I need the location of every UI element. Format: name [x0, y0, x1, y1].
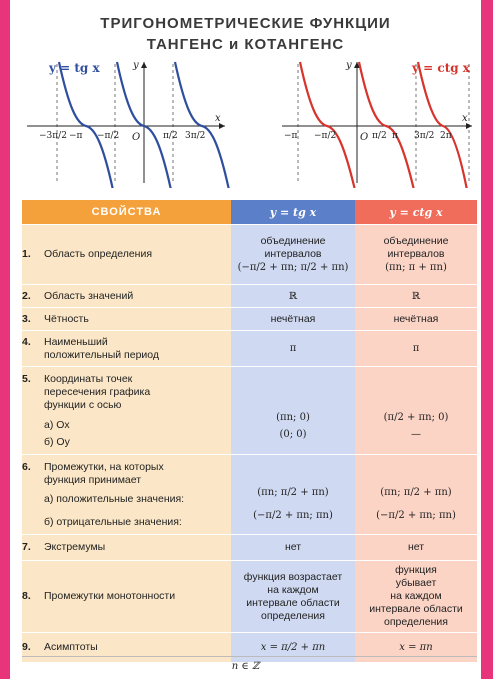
property-label: Экстремумы	[44, 541, 106, 553]
row-number: 5.	[22, 372, 31, 385]
row-number: 7.	[22, 541, 31, 553]
cot-origin-label: O	[360, 132, 369, 143]
tan-value-cell	[231, 367, 355, 455]
tan-value-line: на каждом	[267, 583, 319, 596]
tan-value-cell: ℝ	[231, 285, 355, 308]
cot-value-cell: x = πn	[355, 633, 477, 663]
cot-y-label: y	[346, 60, 352, 71]
sub-item-b: б) отрицательные значения:	[44, 515, 182, 528]
tan-tick-2: −π/2	[97, 131, 120, 141]
table-row	[22, 285, 477, 308]
tan-value-a: (πn; 0)	[276, 411, 310, 423]
property-cell	[22, 367, 231, 455]
property-cell	[22, 308, 231, 331]
property-label: Наименьший	[44, 335, 108, 348]
tan-origin-label: O	[132, 132, 141, 143]
tan-tick-0: −3π/2	[39, 131, 67, 141]
cot-tick-2: π/2	[372, 131, 387, 141]
property-label: Асимптоты	[44, 641, 98, 653]
cot-graph	[280, 58, 475, 188]
property-cell	[22, 225, 231, 285]
tan-tick-3: π/2	[163, 131, 178, 141]
cot-value-line: определения	[384, 616, 448, 628]
cot-value-cell	[355, 367, 477, 455]
cot-value-b: —	[411, 428, 421, 440]
tan-value-line: функция возрастает	[243, 570, 343, 583]
sub-item-a: а) положительные значения:	[44, 492, 185, 505]
poster-sheet	[10, 0, 481, 679]
row-number: 2.	[22, 289, 31, 302]
header-cot: y = ctg x	[355, 200, 477, 225]
cot-curves	[300, 62, 467, 188]
property-cell	[22, 561, 231, 633]
tan-graph	[25, 58, 230, 188]
property-cell	[22, 285, 231, 308]
cot-tick-4: 3π/2	[414, 131, 435, 141]
cot-value-cell	[355, 455, 477, 535]
cot-value-cell: нечётная	[355, 308, 477, 331]
cot-x-label: x	[462, 113, 468, 124]
sub-item-b: б) Oy	[44, 435, 70, 448]
tan-value-a: (πn; π/2 + πn)	[257, 486, 329, 498]
properties-table	[22, 200, 477, 663]
cot-value-cell	[355, 561, 477, 633]
property-label: пересечения графика	[44, 385, 151, 398]
property-label: Область определения	[44, 248, 153, 260]
row-number: 9.	[22, 641, 31, 653]
tan-value-line: определения	[261, 609, 325, 622]
property-label: Чётность	[44, 312, 89, 325]
cot-tick-3: π	[392, 131, 398, 141]
table-row	[22, 331, 477, 367]
row-number: 3.	[22, 312, 31, 325]
table-row	[22, 561, 477, 633]
property-label: положительный период	[44, 348, 160, 361]
property-label: Промежутки, на которых	[44, 460, 164, 473]
header-tan: y = tg x	[231, 200, 355, 225]
cot-value-a: (πn; π/2 + πn)	[380, 486, 452, 498]
page-subtitle: ТАНГЕНС и КОТАНГЕНС	[146, 36, 345, 53]
cot-value-line: интервалов	[387, 248, 445, 260]
sub-item-a: а) Ox	[44, 418, 70, 431]
table-row	[22, 367, 477, 455]
row-number: 8.	[22, 590, 31, 602]
cot-value-b: (−π/2 + πn; πn)	[376, 509, 456, 521]
cot-value-cell: нет	[355, 535, 477, 561]
tan-value-b: (−π/2 + πn; πn)	[253, 509, 333, 521]
cot-value-cell: ℝ	[355, 285, 477, 308]
tan-value-cell: нечётная	[231, 308, 355, 331]
row-number: 4.	[22, 335, 31, 348]
property-cell	[22, 455, 231, 535]
table-row	[22, 308, 477, 331]
cot-tick-1: −π/2	[314, 131, 337, 141]
footnote-divider	[22, 656, 477, 657]
property-cell	[22, 633, 231, 663]
table-row	[22, 633, 477, 663]
tan-value-line: интервалов	[264, 248, 322, 260]
tan-value-cell	[231, 225, 355, 285]
cot-value-a: (π/2 + πn; 0)	[383, 411, 449, 423]
table-row	[22, 535, 477, 561]
tan-value-line: интервале области	[246, 596, 340, 609]
cot-value-formula: (πn; π + πn)	[385, 262, 447, 273]
cot-tick-0: −π	[284, 131, 298, 141]
property-label: Координаты точек	[44, 372, 133, 385]
tan-tick-4: 3π/2	[185, 131, 206, 141]
cot-value-cell	[355, 225, 477, 285]
tan-graph-label: y = tg x	[49, 61, 100, 75]
cot-graph-label: y = ctg x	[412, 61, 470, 75]
tan-x-label: x	[215, 113, 221, 124]
cot-value-line: интервале области	[369, 603, 463, 615]
tan-value-cell	[231, 561, 355, 633]
header-properties: СВОЙСТВА	[22, 200, 231, 225]
footnote: n ∈ ℤ	[231, 661, 260, 672]
property-label: Промежутки монотонности	[44, 590, 176, 602]
cot-value-line: объединение	[383, 235, 449, 247]
tan-y-arrow	[141, 62, 147, 68]
tan-value-cell: x = π/2 + πn	[231, 633, 355, 663]
table-row	[22, 455, 477, 535]
cot-tick-5: 2π	[440, 131, 452, 141]
tan-value-cell: π	[231, 331, 355, 367]
table-row	[22, 225, 477, 285]
property-label: функция принимает	[44, 473, 142, 486]
cot-value-line: убывает	[395, 577, 437, 589]
tan-value-line: объединение	[260, 235, 326, 247]
property-label: функции с осью	[44, 398, 122, 411]
tan-tick-1: −π	[69, 131, 83, 141]
cot-value-line: функция	[395, 564, 437, 576]
row-number: 1.	[22, 248, 31, 260]
row-number: 6.	[22, 460, 31, 473]
page-title: ТРИГОНОМЕТРИЧЕСКИЕ ФУНКЦИИ	[100, 15, 391, 32]
tan-y-label: y	[133, 60, 139, 71]
cot-value-line: на каждом	[390, 590, 442, 602]
cot-value-cell: π	[355, 331, 477, 367]
table-header-row	[22, 200, 477, 225]
tan-value-cell	[231, 455, 355, 535]
tan-value-cell: нет	[231, 535, 355, 561]
property-label: Область значений	[44, 289, 134, 302]
property-cell	[22, 535, 231, 561]
property-cell	[22, 331, 231, 367]
tan-value-formula: (−π/2 + πn; π/2 + πn)	[237, 262, 349, 273]
tan-value-b: (0; 0)	[279, 428, 307, 440]
